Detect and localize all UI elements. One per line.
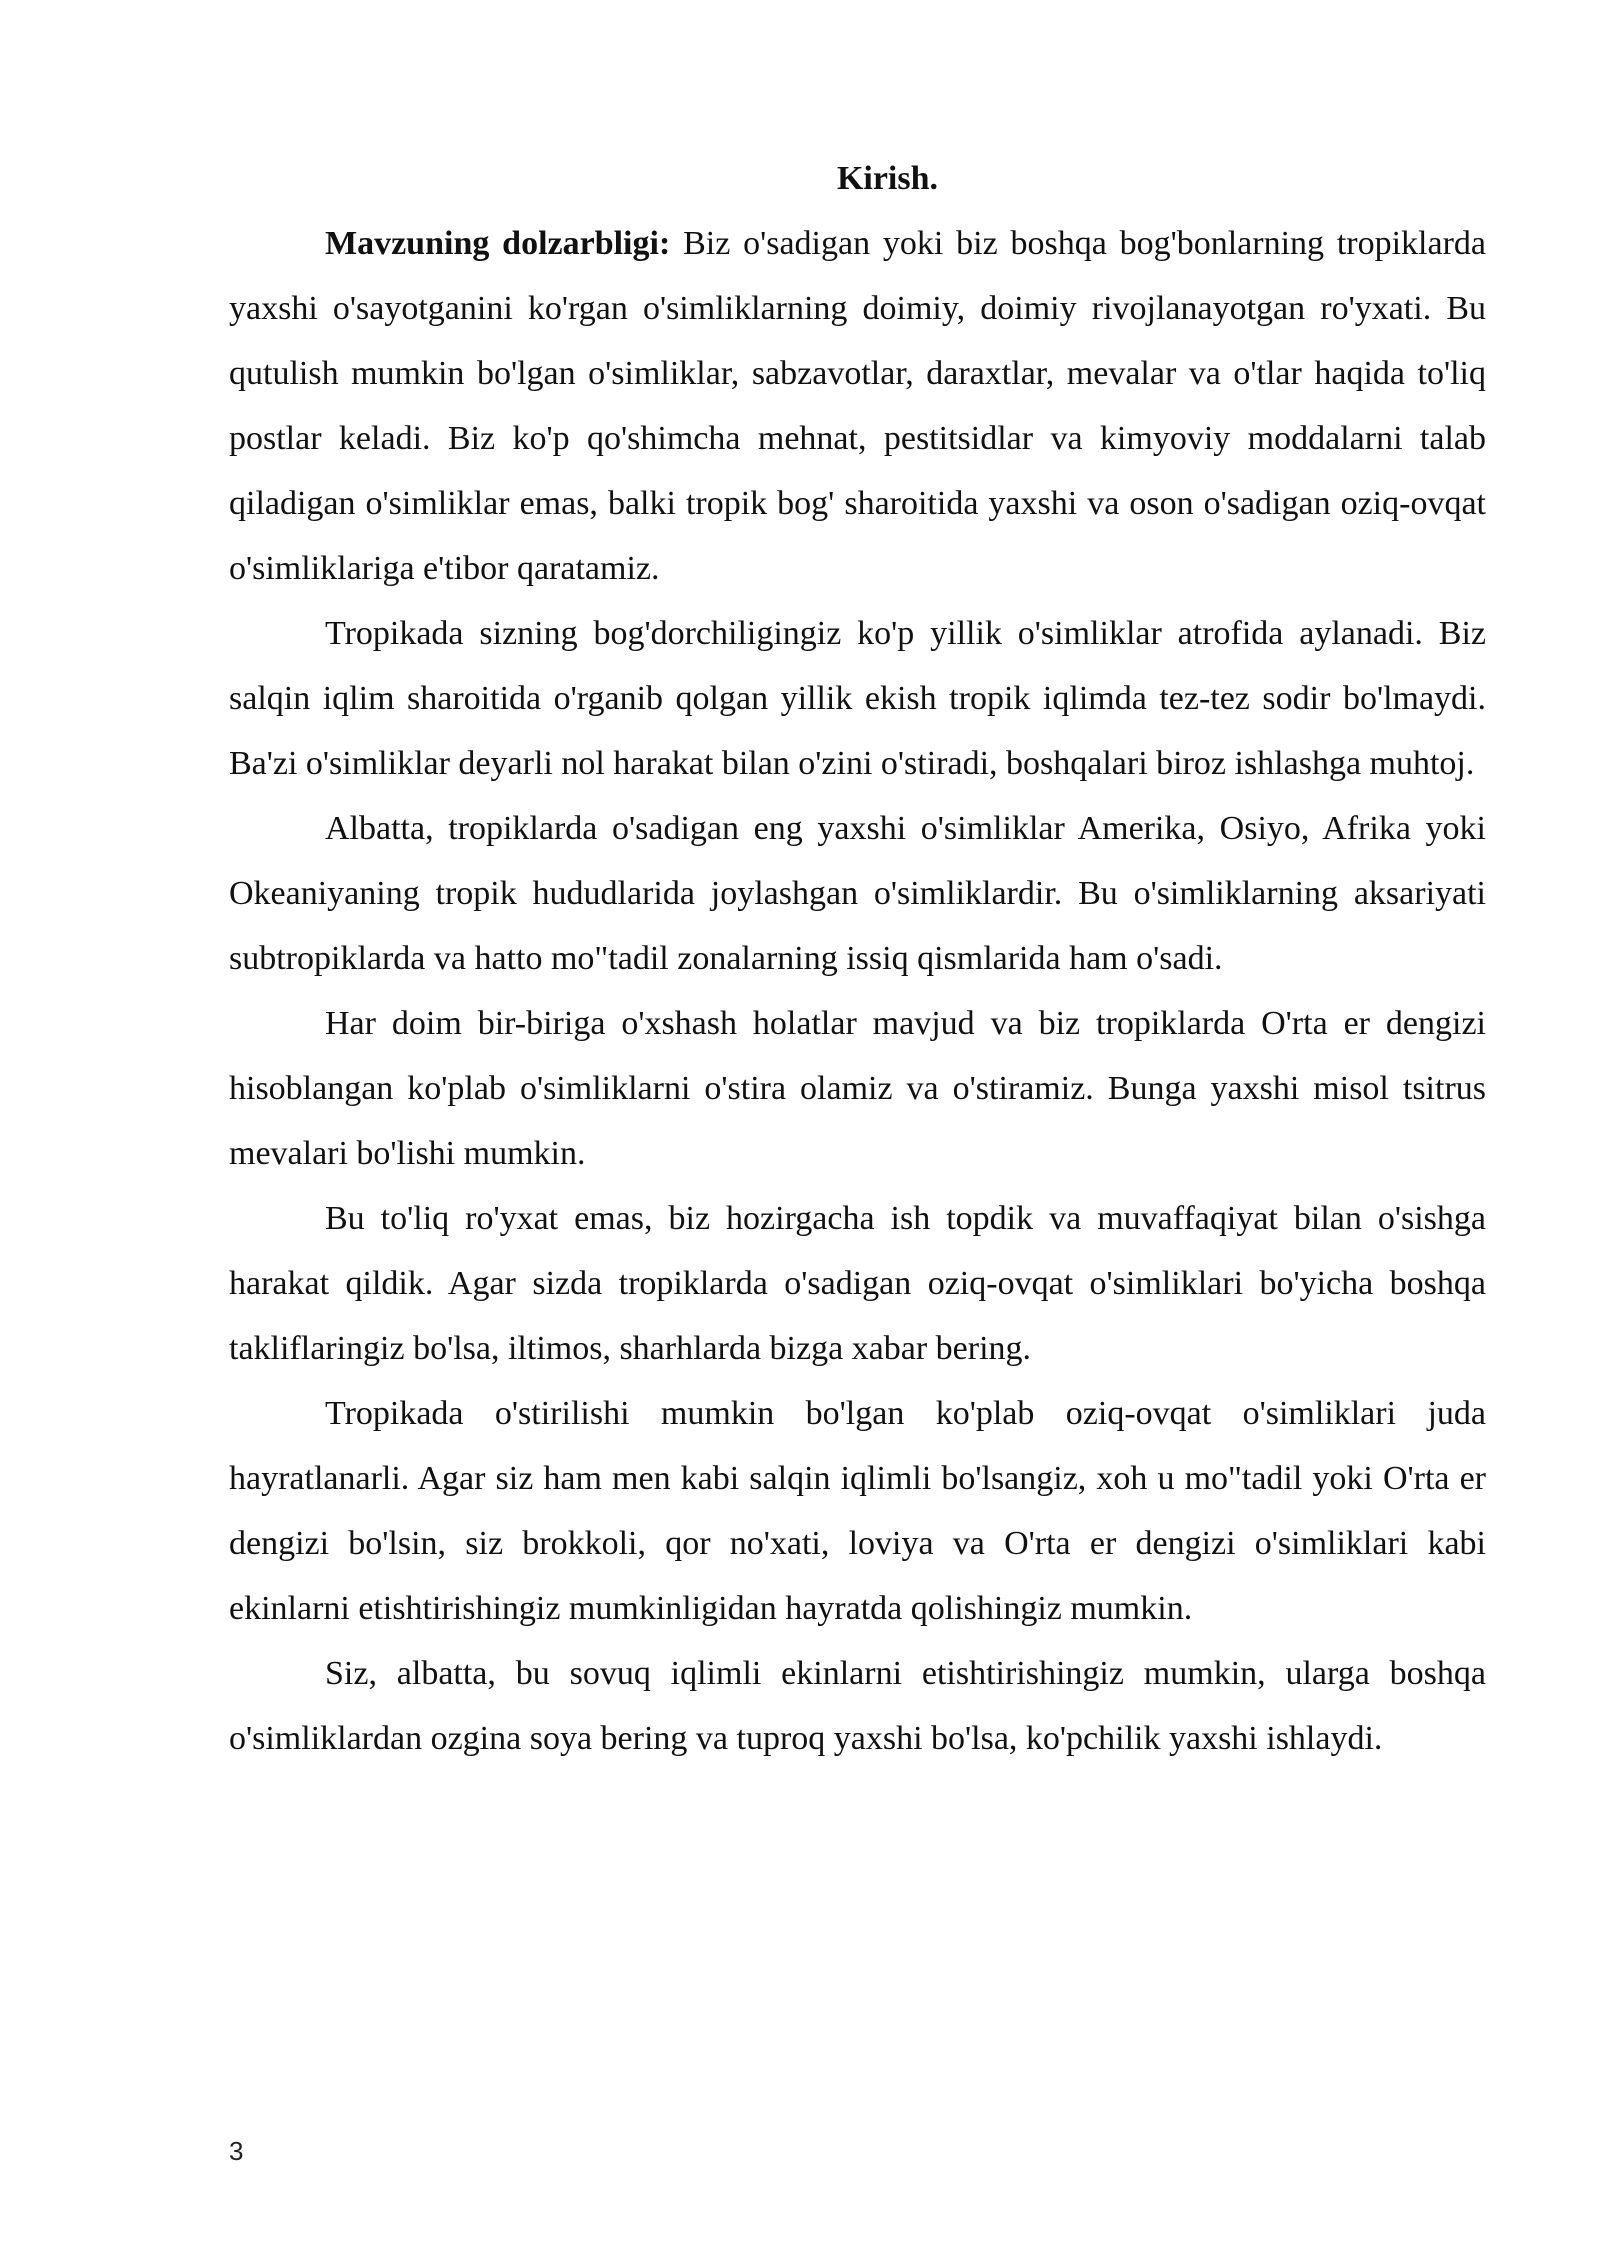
paragraph: Tropikada o'stirilishi mumkin bo'lgan ko'plab oziq-ovqat o'simliklari juda hayratlanarli. Agar siz ham men kabi salqin iqlimli bo'lsangiz, xoh u mo"tadil yoki O'rta er dengizi bo'lsin, siz brokkoli, qor no'xati, loviya va O'rta er dengizi o'simliklari kabi ekinlarni etishtirishingiz mumkinligidan hayratda qolishingiz mumkin. — [229, 1395, 1486, 1627]
relevance-label: Mavzuning dolzarbligi: — [325, 225, 671, 262]
paragraph: Tropikada sizning bog'dorchiligingiz ko'p yillik o'simliklar atrofida aylanadi. Biz salqin iqlim sharoitida o'rganib qolgan yillik ekish tropik iqlimda tez-tez sodir bo'lmaydi. Ba'zi o'simliklar deyarli nol harakat bilan o'zini o'stiradi, boshqalari biroz ishlashga muhtoj. — [229, 615, 1486, 782]
paragraph: Siz, albatta, bu sovuq iqlimli ekinlarni etishtirishingiz mumkin, ularga boshqa o'simliklardan ozgina soya bering va tuproq yaxshi bo'lsa, ko'pchilik yaxshi ishlaydi. — [229, 1655, 1486, 1757]
page-content — [229, 146, 1486, 1771]
paragraph-text: Biz o'sadigan yoki biz boshqa bog'bonlarning tropiklarda yaxshi o'sayotganini ko'rgan o'simliklarning doimiy, doimiy rivojlanayotgan ro'yxati. Bu qutulish mumkin bo'lgan o'simliklar, sabzavotlar, daraxtlar, mevalar va o'tlar haqida to'liq postlar keladi. Biz ko'p qo'shimcha mehnat, pestitsidlar va kimyoviy moddalarni talab qiladigan o'simliklar emas, balki tropik bog' sharoitida yaxshi va oson o'sadigan oziq-ovqat o'simliklariga e'tibor qaratamiz. — [229, 225, 1486, 587]
page-title: Kirish. — [836, 160, 939, 197]
paragraph: Albatta, tropiklarda o'sadigan eng yaxshi o'simliklar Amerika, Osiyo, Afrika yoki Okeaniyaning tropik hududlarida joylashgan o'simliklardir. Bu o'simliklarning aksariyati subtropiklarda va hatto mo"tadil zonalarning issiq qismlarida ham o'sadi. — [229, 810, 1486, 977]
paragraph-relevance — [229, 211, 1486, 601]
paragraph: Har doim bir-biriga o'xshash holatlar mavjud va biz tropiklarda O'rta er dengizi hisoblangan ko'plab o'simliklarni o'stira olamiz va o'stiramiz. Bunga yaxshi misol tsitrus mevalari bo'lishi mumkin. — [229, 1005, 1486, 1172]
page-number: 3 — [229, 2136, 244, 2166]
paragraph: Bu to'liq ro'yxat emas, biz hozirgacha ish topdik va muvaffaqiyat bilan o'sishga harakat qildik. Agar sizda tropiklarda o'sadigan oziq-ovqat o'simliklari bo'yicha boshqa takliflaringiz bo'lsa, iltimos, sharhlarda bizga xabar bering. — [229, 1200, 1486, 1367]
